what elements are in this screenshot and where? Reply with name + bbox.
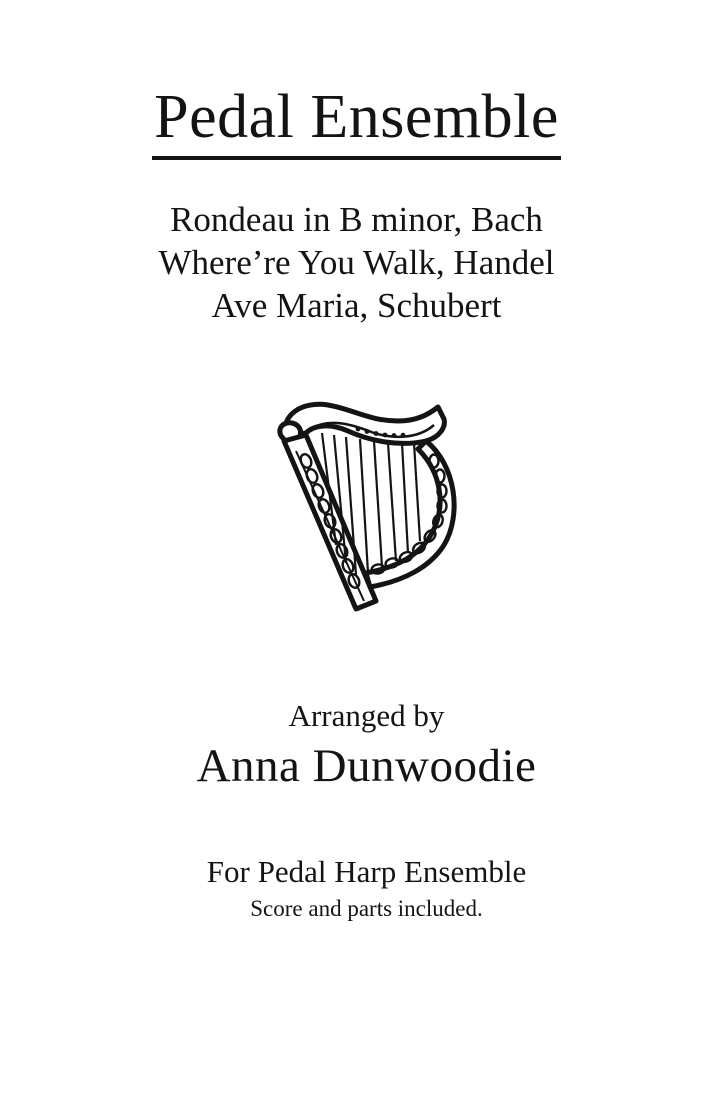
piece-item: Where’re You Walk, Handel (158, 243, 555, 282)
arranger-name: Anna Dunwoodie (196, 740, 537, 792)
celtic-harp-icon (270, 395, 460, 615)
instrumentation-line: For Pedal Harp Ensemble (206, 854, 527, 889)
contents-note: Score and parts included. (250, 896, 483, 921)
title-block (0, 82, 713, 160)
page-title: Pedal Ensemble (152, 82, 561, 160)
piece-item: Ave Maria, Schubert (211, 286, 502, 325)
piece-item: Rondeau in B minor, Bach (170, 200, 543, 239)
piece-list (0, 198, 713, 327)
arranged-by-label: Arranged by (288, 698, 445, 733)
